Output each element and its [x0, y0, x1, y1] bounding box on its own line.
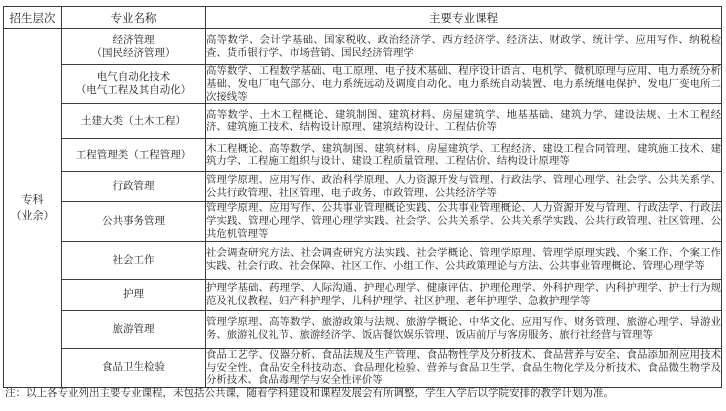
table-row [4, 29, 722, 65]
major-cell [62, 29, 206, 65]
major-subname: （国民经济管理） [91, 46, 176, 59]
table-row [4, 279, 722, 310]
curriculum-table [3, 6, 722, 388]
major-cell [62, 172, 206, 202]
header-courses: 主要专业课程 [206, 7, 722, 29]
major-name: 工程管理类（工程管理） [75, 148, 192, 161]
major-cell [62, 348, 206, 387]
level-cell [4, 29, 62, 388]
table-row [4, 348, 722, 387]
major-name: 护理 [123, 288, 144, 301]
courses-cell: 管理学原理、高等数学、旅游政策与法规、旅游学概论、中华文化、应用写作、财务管理、旅游心理学、导游业务、旅游礼仪礼节、旅游经济学、饭店餐饮娱乐管理、饭店前厅与客房服务、旅行社经营与管理等 [206, 310, 722, 348]
courses-cell: 食品工艺学、仪器分析、食品法规及生产管理、食品物性学及分析技术、食品营养与安全、食品添加剂应用技术与安全性、食品安全科技动态、食品理化检验、营养与食品卫生学、食品生物化学及分析技术、食品微生物学及分析技术、食品毒理学与安全性评价等 [206, 348, 721, 387]
table-row [4, 104, 722, 139]
major-cell [62, 202, 206, 241]
major-name: 食品卫生检验 [102, 361, 165, 374]
level-label-line1: 专科 [21, 193, 44, 207]
courses-cell: 护理学基础、药理学、人际沟通、护理心理学、健康评估、护理伦理学、外科护理学、内科护理学、护士行为规范及礼仪教程、妇产科护理学、儿科护理学、社区护理、老年护理学、急救护理学等 [206, 279, 722, 310]
table-row [4, 241, 722, 279]
table-row [4, 202, 722, 241]
header-major: 专业名称 [62, 7, 206, 29]
major-cell [62, 279, 206, 310]
major-name: 行政管理 [112, 180, 155, 193]
table-row [4, 139, 722, 172]
major-name: 经济管理 [112, 33, 155, 46]
courses-cell: 木工程概论、高等数学、建筑制图、建筑材料、房屋建筑学、工程经济、建设工程合同管理、建筑施工技术、建筑力学、工程施工组织与设计、建设工程质量管理、工程估价、结构设计原理等 [206, 139, 722, 172]
courses-cell: 高等数学、会计学基础、国家税收、政治经济学、西方经济学、经济法、财政学、统计学、应用写作、纳税检查、货币银行学、市场营销、国民经济管理学 [206, 29, 722, 65]
major-cell [62, 310, 206, 348]
courses-cell: 管理学原理、应用写作、政治科学原理、人力资源开发与管理、行政法学、管理心理学、社会学、公共关系学、公共行政管理、社区管理、电子政务、市政管理、公共经济学等 [206, 172, 722, 202]
level-label-line2: （业余） [10, 209, 55, 223]
table-row [4, 172, 722, 202]
major-cell [62, 139, 206, 172]
table-row [4, 65, 722, 104]
courses-cell: 社会调查研究方法、社会调查研究方法实践、社会学概论、管理学原理、管理学原理实践、个案工作、个案工作实践、社会行政、社会保障、社区工作、小组工作、公共政策理论与方法、公共事业管理概论、管理心理学等 [206, 241, 722, 279]
courses-cell: 高等数学、土木工程概论、建筑制图、建筑材料、房屋建筑学、地基基础、建筑力学、建设法规、土木工程经济、建筑施工技术、结构设计原理、建筑结构设计、工程估价等 [206, 104, 722, 139]
table-header-row [4, 7, 722, 29]
major-name: 电气自动化技术 [96, 71, 171, 84]
header-level: 招生层次 [4, 7, 62, 29]
table-row [4, 310, 722, 348]
major-subname: （电气工程及其自动化） [75, 84, 192, 97]
major-name: 社会工作 [112, 253, 155, 266]
major-cell [62, 241, 206, 279]
major-name: 旅游管理 [112, 322, 155, 335]
courses-cell: 高等数学、工程数学基础、电工原理、电子技术基础、程序设计语言、电机学、微机原理与应用、电力系统分析基础、发电厂电气部分、电力系统远动及调度自动化、电力系统自动装置、电力系统继电保护、发电厂变电所二次接线等 [206, 65, 721, 103]
courses-cell: 管理学原理、应用写作、公共事业管理概论实践、公共事业管理概论、人力资源开发与管理、行政法学、行政法学实践、管理心理学、管理心理学实践、社会学、公共关系学、公共关系学实践、公共行政管理、社区管理、公共危机管理等 [206, 202, 721, 240]
major-cell [62, 104, 206, 139]
major-cell [62, 65, 206, 104]
major-name: 公共事务管理 [102, 215, 165, 228]
major-name: 土建大类（土木工程） [81, 114, 186, 127]
footnote: 注：以上各专业列出主要专业课程，未包括公共课，随着学科建设和课程发展会有所调整，学生入学后以学院安排的教学计划为准。 [5, 387, 614, 399]
